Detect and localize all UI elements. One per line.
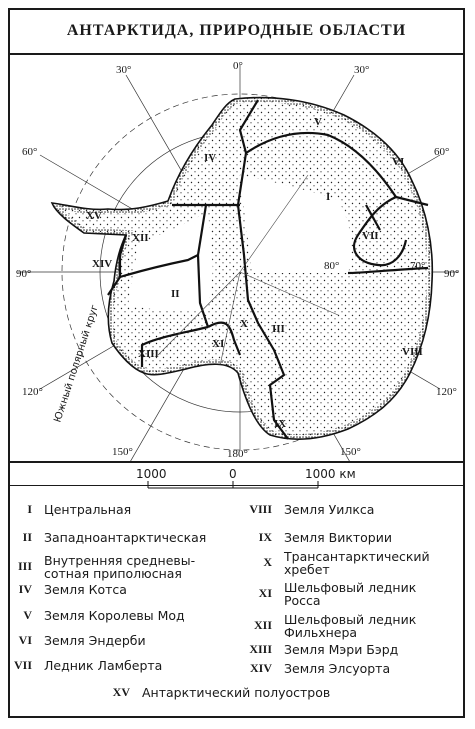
legend-num: IV	[18, 582, 32, 596]
region-label-x: X	[240, 318, 248, 330]
legend-text: Земля Элсуорта	[284, 661, 391, 676]
lat-label-80: 80°	[324, 260, 340, 272]
legend-item	[248, 503, 374, 516]
legend-num: VII	[13, 658, 32, 672]
legend-text: Шельфовый ледник Росса	[284, 580, 417, 608]
lon-label-0: 0°	[233, 60, 243, 72]
legend-text: Земля Королевы Мод	[44, 608, 185, 623]
legend-num: X	[263, 555, 272, 569]
legend-text: Земля Уилкса	[284, 502, 375, 517]
legend-text: Внутренняя средневы- сотная приполюсная	[44, 553, 196, 581]
lon-label-120-east: 120°	[436, 386, 457, 398]
legend-item	[8, 554, 195, 580]
legend-item	[248, 550, 430, 576]
antarctica-map	[8, 55, 465, 463]
polar-circle-label: Южный полярный круг	[52, 303, 101, 424]
lon-label-70: 70°	[410, 260, 426, 272]
legend-item	[248, 581, 416, 607]
legend-text: Земля Котса	[44, 582, 127, 597]
map-title: АНТАРКТИДА, ПРИРОДНЫЕ ОБЛАСТИ	[8, 8, 465, 55]
lon-label-180: 180°	[227, 448, 248, 460]
legend-text: Земля Виктории	[284, 530, 392, 545]
legend-item	[8, 659, 162, 672]
legend-num: VIII	[249, 502, 272, 516]
lon-label-90-east: 90°	[444, 268, 460, 280]
legend-item	[248, 662, 390, 675]
legend-num: XI	[258, 586, 272, 600]
legend-num: XV	[112, 685, 130, 699]
region-label-xi: XI	[212, 338, 225, 350]
legend-item	[248, 613, 416, 639]
lon-label-60-east: 60°	[434, 146, 450, 158]
legend-text: Трансантарктический хребет	[284, 549, 430, 577]
scale-right-label: 1000 км	[305, 467, 356, 481]
region-label-iv: IV	[204, 152, 217, 164]
region-label-v: V	[314, 116, 322, 128]
legend-item	[248, 643, 398, 656]
legend-item	[8, 531, 206, 544]
legend-panel	[8, 463, 465, 718]
region-label-xiii: XIII	[138, 348, 159, 360]
region-label-vii: VII	[362, 230, 379, 242]
legend-text: Центральная	[44, 502, 132, 517]
lon-label-30-west: 30°	[116, 64, 132, 76]
legend-item	[8, 583, 127, 596]
legend-item	[248, 531, 392, 544]
scale-center-label: 0	[229, 467, 237, 481]
lon-label-60-west: 60°	[22, 146, 38, 158]
legend-item	[8, 634, 146, 647]
legend-num: XIV	[249, 661, 272, 675]
lon-label-90-west: 90°	[16, 268, 32, 280]
lon-label-150-west: 150°	[112, 446, 133, 458]
lon-label-150-east: 150°	[340, 446, 361, 458]
region-label-viii: VIII	[402, 346, 423, 358]
legend-text: Ледник Ламберта	[44, 658, 163, 673]
legend-text: Западноантарктическая	[44, 530, 207, 545]
legend-item	[106, 686, 330, 699]
legend-text: Антарктический полуостров	[142, 685, 331, 700]
legend-text: Шельфовый ледник Фильхнера	[284, 612, 417, 640]
lon-label-30-east: 30°	[354, 64, 370, 76]
region-label-xiv: XIV	[92, 258, 113, 270]
legend-num: VI	[18, 633, 32, 647]
legend-num: XII	[253, 618, 272, 632]
lon-label-120-west: 120°	[22, 386, 43, 398]
legend-num: IX	[258, 530, 272, 544]
region-label-vi: VI	[392, 156, 405, 168]
legend-item	[8, 609, 185, 622]
region-label-i: I	[326, 191, 331, 203]
legend-num: I	[27, 502, 32, 516]
region-label-ii: II	[171, 288, 180, 300]
legend-text: Земля Мэри Бэрд	[284, 642, 399, 657]
legend-text: Земля Эндерби	[44, 633, 146, 648]
legend-num: III	[17, 559, 32, 573]
region-label-iii: III	[272, 323, 285, 335]
legend-num: XIII	[249, 642, 272, 656]
legend-num: II	[22, 530, 32, 544]
legend-num: V	[23, 608, 32, 622]
legend-item	[8, 503, 131, 516]
region-label-ix: IX	[274, 418, 287, 430]
legend-divider	[8, 485, 465, 486]
region-label-xv: XV	[86, 210, 102, 222]
region-label-xii: XII	[132, 232, 149, 244]
scale-left-label: 1000	[136, 467, 167, 481]
